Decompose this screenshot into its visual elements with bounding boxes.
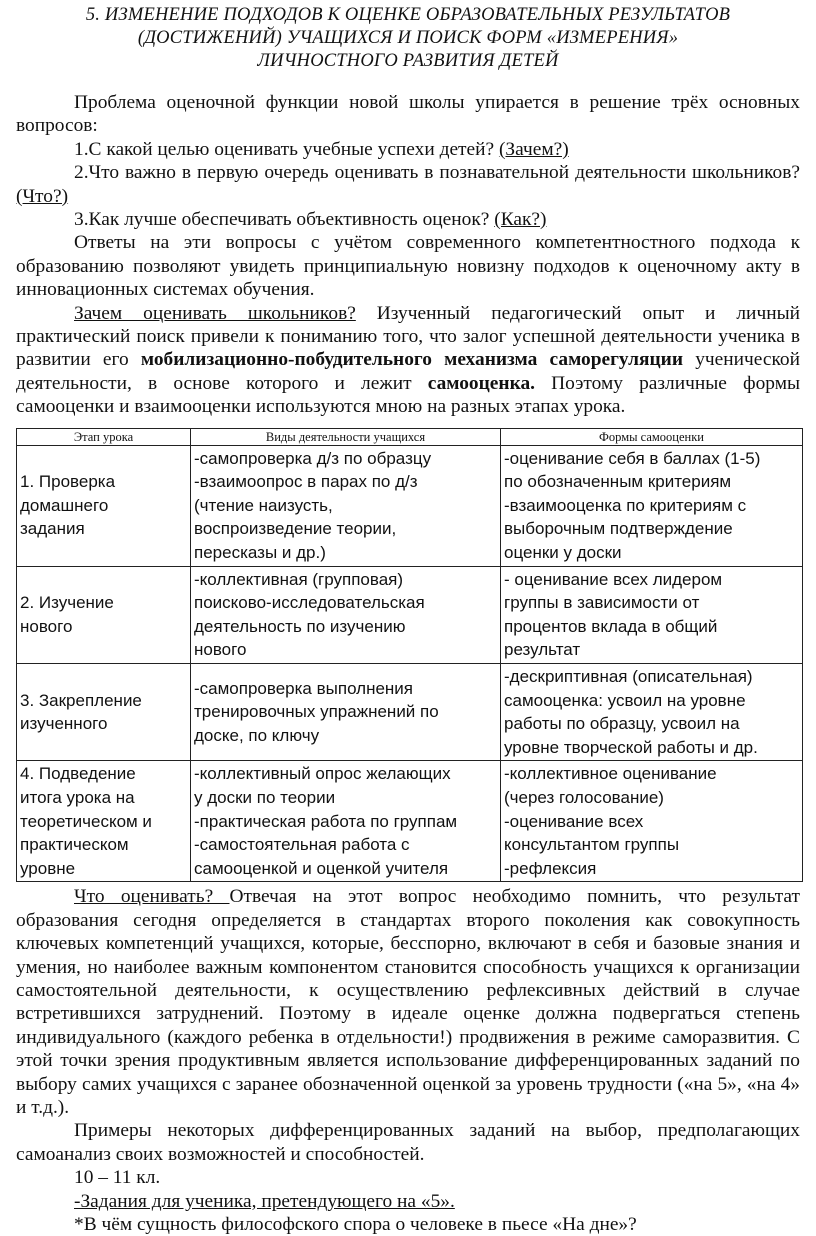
answers-paragraph: Ответы на эти вопросы с учётом современного компетентностного подхода к образованию позволяют увидеть принципиальную новизну подходов к оценочному акту в инновационных системах обучения. <box>16 232 800 301</box>
table-cell-stage <box>17 761 191 882</box>
task-heading: -Задания для ученика, претендующего на «5». <box>74 1190 455 1212</box>
cell-line: работы по образцу, усвоил на <box>504 714 740 734</box>
question-1: 1.С какой целью оценивать учебные успехи детей? (Зачем?) <box>74 138 569 160</box>
cell-line: -взаимоопрос в парах по д/з <box>194 472 418 492</box>
cell-line: -дескриптивная (описательная) <box>504 667 753 687</box>
table-cell-activities <box>191 761 501 882</box>
table-cell-activities <box>191 664 501 761</box>
cell-line: домашнего <box>20 495 109 515</box>
table-cell-forms <box>501 566 803 663</box>
cell-line: 4. Подведение <box>20 764 136 784</box>
examples-paragraph: Примеры некоторых дифференцированных заданий на выбор, предполагающих самоанализ своих возможностей и способностей. <box>16 1120 800 1165</box>
table-header-row <box>17 428 803 445</box>
cell-line: теоретическом и <box>20 811 152 831</box>
cell-line: 3. Закрепление <box>20 690 142 710</box>
table-cell-stage <box>17 566 191 663</box>
cell-line: нового <box>20 616 73 636</box>
cell-line: процентов вклада в общий <box>504 616 718 636</box>
table-header-forms: Формы самооценки <box>501 428 803 445</box>
cell-line: -коллективный опрос желающих <box>194 764 451 784</box>
page-title <box>16 4 800 73</box>
table-header-activities: Виды деятельности учащихся <box>191 428 501 445</box>
cell-line: (чтение наизусть, <box>194 495 333 515</box>
table-row <box>17 445 803 566</box>
cell-line: -коллективная (групповая) <box>194 569 404 589</box>
cell-line: -самостоятельная работа с <box>194 835 410 855</box>
cell-line: практическом <box>20 835 129 855</box>
table-cell-stage <box>17 664 191 761</box>
question-2: 2.Что важно в первую очередь оценивать в познавательной деятельности школьников? (Что?) <box>16 162 800 207</box>
cell-line: самооценкой и оценкой учителя <box>194 858 449 878</box>
cell-line: нового <box>194 640 247 660</box>
cell-line: -оценивание себя в баллах (1-5) <box>504 448 761 468</box>
cell-line: результат <box>504 640 581 660</box>
grade-label: 10 – 11 кл. <box>74 1167 161 1189</box>
cell-line: пересказы и др.) <box>194 543 326 563</box>
task-1: *В чём сущность философского спора о человеке в пьесе «На дне»? <box>74 1214 637 1236</box>
cell-line: выборочным подтверждение <box>504 519 733 539</box>
cell-line: -коллективное оценивание <box>504 764 717 784</box>
assessment-table <box>16 428 803 883</box>
why-paragraph: Зачем оценивать школьников? Изученный педагогический опыт и личный практический поиск привели к пониманию того, что залог успешной деятельности ученика в развитии его мобилизационно-побудительного механизма саморегуляции ученической деятельности, в основе которого и лежит самооценка. Поэтому различные формы самооценки и взаимооценки используются мною на разных этапах урока. <box>16 302 800 418</box>
table-cell-forms <box>501 445 803 566</box>
cell-line: -практическая работа по группам <box>194 811 458 831</box>
table-cell-stage <box>17 445 191 566</box>
cell-line: (через голосование) <box>504 788 664 807</box>
title-line-3: ЛИЧНОСТНОГО РАЗВИТИЯ ДЕТЕЙ <box>257 51 559 71</box>
document-page <box>16 4 800 1236</box>
table-row <box>17 761 803 882</box>
table-cell-activities <box>191 566 501 663</box>
table-row <box>17 664 803 761</box>
cell-line: 2. Изучение <box>20 593 114 613</box>
cell-line: -оценивание всех <box>504 811 644 831</box>
question-3: 3.Как лучше обеспечивать объективность оценок? (Как?) <box>74 209 547 231</box>
cell-line: -самопроверка выполнения <box>194 678 413 698</box>
table-cell-forms <box>501 761 803 882</box>
cell-line: поисково-исследовательская <box>194 593 425 613</box>
table-cell-forms <box>501 664 803 761</box>
cell-line: изученного <box>20 714 108 734</box>
cell-line: -взаимооценка по критериям с <box>504 495 747 515</box>
cell-line: -рефлексия <box>504 858 597 878</box>
cell-line: тренировочных упражнений по <box>194 702 439 722</box>
cell-line: деятельность по изучению <box>194 616 406 636</box>
cell-line: по обозначенным критериям <box>504 472 732 492</box>
cell-line: итога урока на <box>20 788 135 807</box>
table-header-stage: Этап урока <box>17 428 191 445</box>
title-line-2: (ДОСТИЖЕНИЙ) УЧАЩИХСЯ И ПОИСК ФОРМ «ИЗМЕРЕНИЯ» <box>137 28 679 48</box>
cell-line: -самопроверка д/з по образцу <box>194 448 432 468</box>
what-paragraph: Что оценивать? Отвечая на этот вопрос необходимо помнить, что результат образования сегодня определяется в стандартах второго поколения как совокупность ключевых компетенций учащихся, которые, бесспорно, включают в себя и базовые знания и умения, но наиболее важным компонентом становится способность учащихся к организации самостоятельной деятельности, к осуществлению рефлексивных действий в случае встретившихся затруднений. Поэтому в идеале оценке должна подвергаться степень индивидуального (каждого ребенка в отдельности!) продвижения в режиме саморазвития. С этой точки зрения продуктивным является использование дифференцированных заданий по выбору самих учащихся с заранее обозначенной оценкой за уровень трудности («на 5», «на 4» и т.д.). <box>16 886 800 1119</box>
cell-line: самооценка: усвоил на уровне <box>504 690 746 710</box>
cell-line: консультантом группы <box>504 835 680 855</box>
what-heading: Что оценивать? <box>74 886 230 908</box>
problem-paragraph: Проблема оценочной функции новой школы упирается в решение трёх основных вопросов: <box>16 92 800 137</box>
cell-line: воспроизведение теории, <box>194 519 397 539</box>
title-line-1: 5. ИЗМЕНЕНИЕ ПОДХОДОВ К ОЦЕНКЕ ОБРАЗОВАТЕЛЬНЫХ РЕЗУЛЬТАТОВ <box>85 5 731 25</box>
cell-line: - оценивание всех лидером <box>504 569 723 589</box>
cell-line: группы в зависимости от <box>504 593 700 613</box>
why-heading: Зачем оценивать школьников? <box>74 302 356 324</box>
cell-line: 1. Проверка <box>20 472 116 492</box>
cell-line: задания <box>20 519 85 539</box>
cell-line: оценки у доски <box>504 543 622 563</box>
table-row <box>17 566 803 663</box>
cell-line: у доски по теории <box>194 788 336 807</box>
cell-line: уровне творческой работы и др. <box>504 737 758 757</box>
table-cell-activities <box>191 445 501 566</box>
cell-line: доске, по ключу <box>194 726 320 746</box>
cell-line: уровне <box>20 858 76 878</box>
